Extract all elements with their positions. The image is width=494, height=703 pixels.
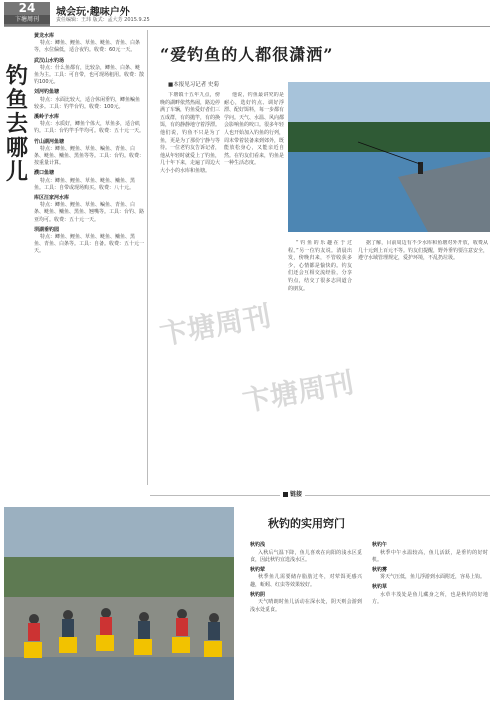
spot-heading: 刘河钓鱼塘 [34,89,60,96]
paper-name: 卞塘周刊 [4,15,50,24]
article-byline: ■本报见习记者 史菊 [168,82,219,88]
link-label-text: 链接 [290,491,303,498]
tip-heading: 秋钓草 [372,583,388,590]
tip-text: 入秋后气温下降，鱼儿喜欢在向阳的浅水区觅食，因此秋钓宜选浅水区。 [250,549,362,564]
tips-box-title: 秋钓的实用窍门 [268,517,345,530]
spot-text: 特点：鲫鱼、鲤鱼、草鱼、鲢鱼、鳙鱼、黑鱼。工具：自带或现场购买。收费：八十元。 [34,177,136,191]
spot-text: 特点：水质好，鲫鱼个体大，草鱼多，适合矶钓。工具：台钓竿手竿均可。收费：五十元一天。 [34,121,144,135]
vertical-title-char: 鱼 [6,87,29,113]
sidebar-fishing-spots [34,30,144,485]
spot-heading: 坝湖垂钓园 [34,226,60,233]
tip-text: 秋季中午水温较高，鱼儿活跃，是垂钓的好时机。 [372,549,488,564]
spot-text: 特点：什么鱼都有，比较杂，鲫鱼、白条、鲢鱼为主。工具：可自带，也可现场租用。收费：散钓100元。 [34,64,144,86]
vertical-title-char: 儿 [6,159,29,185]
spot-text: 特点：鲫鱼、鲤鱼、草鱼、鲢鱼、鳙鱼、黑鱼、青鱼、白条等。工具：自备。收费：五十元一天。 [34,234,144,255]
tips-column-2 [372,540,488,700]
fishing-crowd-photo [4,507,234,700]
spot-heading: 溪岭子水库 [34,114,60,121]
tip-text: 水草丰茂处是鱼儿藏身之所，也是秋钓的好地方。 [372,591,488,606]
editor-meta: 责任编辑：王玮 版式：孟大芳 2015.9.25 [56,17,150,23]
tip-text: 秋季鱼儿需要储存脂肪过冬，对荤饵更感兴趣，蚯蚓、红虫等效果较好。 [250,574,362,588]
vertical-title-char: 钓 [6,63,29,89]
article-column-4: 据了解，目前周边有不少水库和鱼塘对外开放，收费从几十元到上百元不等。钓友们提醒，野外垂钓要注意安全，遵守水域管理规定，爱护环境，不乱扔垃圾。 [358,240,488,262]
link-divider [150,495,490,501]
page-number-box [4,2,50,26]
section-title: 城会玩·趣味户外 [56,7,130,18]
vertical-title-char: 去 [6,111,29,137]
lake-photo-illustration [288,82,490,232]
page-header [0,0,494,26]
column-divider [147,30,148,485]
spot-text: 特点：水面比较大，适合休闲垂钓，鲫鱼鳊鱼较多。工具：钓竿台钓。收费：100元。 [34,96,141,110]
spot-heading: 武汉山水钓场 [34,57,65,64]
spot-heading: 黄龙水库 [34,33,55,39]
watermark-text: 卞塘周刊 [157,299,274,352]
tip-text: 雾天气压低，鱼儿浮游到水面附近，容易上钩。 [380,574,486,581]
tip-heading: 秋钓浅 [250,542,266,548]
tip-text: 天气晴朗时鱼儿活动在深水处，阴天则会游到浅水处觅食。 [250,599,362,613]
spot-heading: 库区汪家河水库 [34,195,70,202]
tip-heading: 秋钓阴 [250,591,266,598]
article-title: “爱钓鱼的人都很潇洒” [160,45,334,64]
article-column-2: 他说，钓鱼最讲究的是耐心，选好钓点、调好浮漂、配好饵料，每一步都有学问。天气、水温、风向都会影响鱼的咬口。很多年轻人也开始加入钓鱼的行列，周末带着装备来到郊外，既能放松身心，又能亲近自然。在钓友们看来，钓鱼是一种生活态度。 [224,92,284,167]
article-column-1: 卞塘镇十五年九点，傍晚的湖畔依然热闹，路边停满了车辆，钓鱼爱好者们三五成群，有的抛竿，有的换饵，有的静静地守着浮漂。他们说，钓鱼不只是为了鱼，更是为了那份宁静与等待。一位老钓友告诉记者，他从年轻时就爱上了钓鱼，几十年下来，走遍了周边大大小小的水库和鱼塘。 [160,92,220,174]
vertical-title [6,64,32,184]
tip-heading: 秋钓荤 [250,566,266,573]
spot-text: 特点：鲫鱼、鲤鱼、草鱼、鲢鱼、青鱼、白条等，水位偏低，适合夜钓。收费：60元一天。 [34,40,141,54]
tip-heading: 秋钓午 [372,542,388,548]
page-number: 24 [18,1,36,15]
spot-text: 特点：鲫鱼、鲤鱼、草鱼、鳊鱼、青鱼、白条、鲢鱼、鳙鱼、黑鱼等等。工具：台钓。收费：按重量计算。 [34,145,144,167]
crowd-photo-illustration [4,507,234,700]
link-label [280,489,305,498]
header-rule [4,26,490,27]
article-column-3: “钓鱼的乐趣在于过程。”另一位钓友说。清晨出发，傍晚归来，不管收获多少，心情都是愉快的。钓友们还会互相交流经验，分享钓点，结交了很多志同道合的朋友。 [288,240,352,292]
fishing-lake-photo [288,82,490,232]
watermark-text: 卞塘周刊 [240,366,357,418]
spot-heading: 濮口鱼塘 [34,170,55,177]
tip-heading: 秋钓雾 [372,566,388,573]
spot-text: 特点：鲫鱼、鲤鱼、草鱼、鳊鱼、青鱼、白条、鲢鱼、鳙鱼、黑鱼、翘嘴等。工具：台钓、路亚均可。收费：五十元一天。 [34,202,144,223]
vertical-title-char: 哪 [6,135,29,161]
tips-column-1 [250,540,362,700]
spot-heading: 竹山湖河鱼塘 [34,138,65,145]
square-bullet-icon [283,492,288,497]
